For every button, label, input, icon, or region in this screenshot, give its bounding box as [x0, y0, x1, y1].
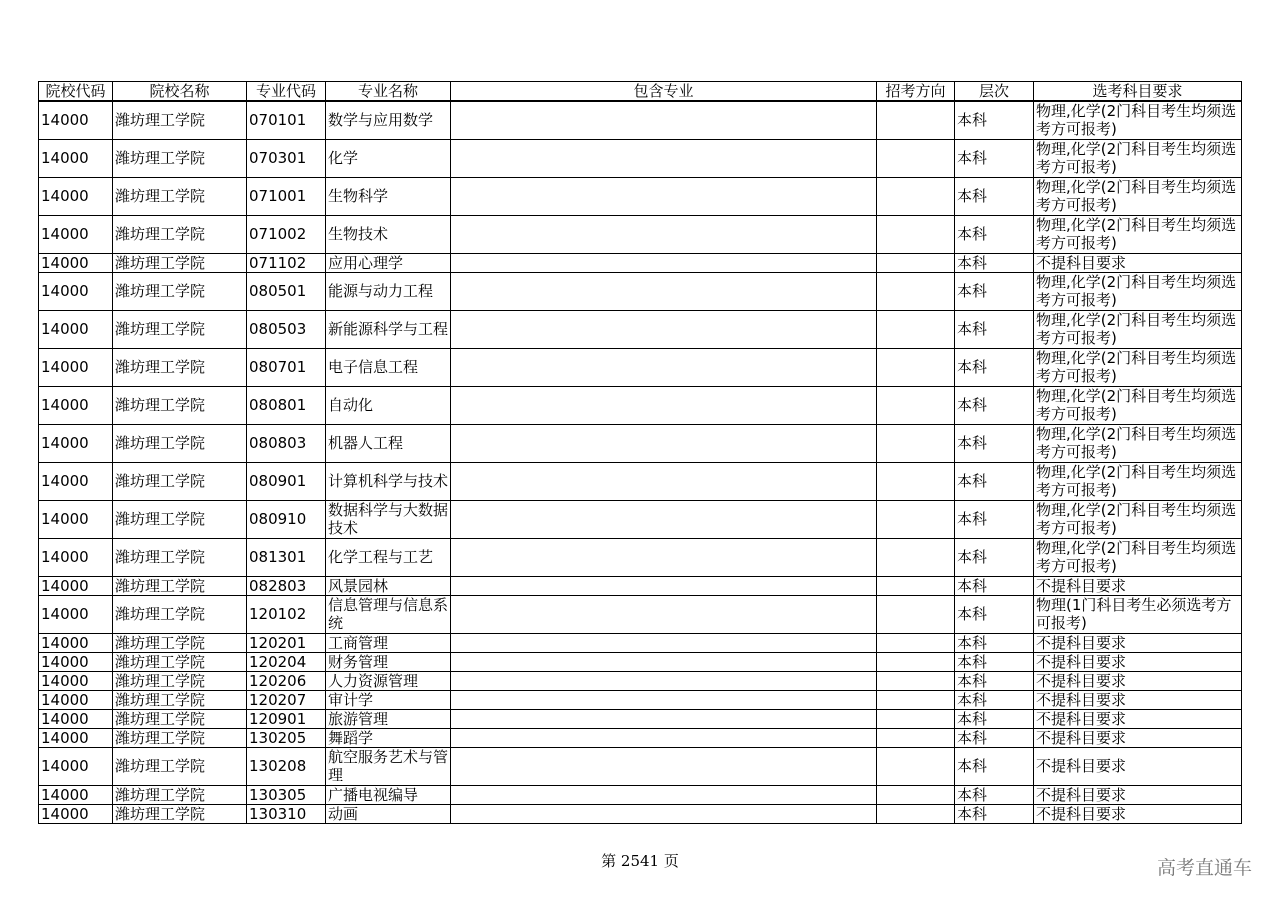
- major-name-cell: 数学与应用数学: [326, 101, 451, 139]
- major-name-cell: 航空服务艺术与管理: [326, 747, 451, 785]
- major-code-cell: 120102: [247, 595, 326, 633]
- requirement-cell: 物理,化学(2门科目考生均须选考方可报考): [1034, 177, 1242, 215]
- level-cell: 本科: [955, 671, 1034, 690]
- requirement-cell: 物理,化学(2门科目考生均须选考方可报考): [1034, 348, 1242, 386]
- header-cell: 院校代码: [39, 82, 113, 102]
- requirement-cell: 不提科目要求: [1034, 709, 1242, 728]
- major-name-cell: 数据科学与大数据技术: [326, 500, 451, 538]
- direction-cell: [877, 101, 955, 139]
- level-cell: 本科: [955, 253, 1034, 272]
- school-name-cell: 潍坊理工学院: [113, 709, 247, 728]
- included-majors-cell: [451, 633, 877, 652]
- direction-cell: [877, 728, 955, 747]
- direction-cell: [877, 671, 955, 690]
- requirement-cell: 物理,化学(2门科目考生均须选考方可报考): [1034, 538, 1242, 576]
- school-code-cell: 14000: [39, 177, 113, 215]
- table-row: [39, 671, 1242, 690]
- table-row: [39, 386, 1242, 424]
- included-majors-cell: [451, 728, 877, 747]
- major-code-cell: 130205: [247, 728, 326, 747]
- school-name-cell: 潍坊理工学院: [113, 690, 247, 709]
- school-code-cell: 14000: [39, 101, 113, 139]
- school-code-cell: 14000: [39, 424, 113, 462]
- school-name-cell: 潍坊理工学院: [113, 462, 247, 500]
- major-code-cell: 080801: [247, 386, 326, 424]
- school-name-cell: 潍坊理工学院: [113, 177, 247, 215]
- major-code-cell: 120901: [247, 709, 326, 728]
- header-cell: 包含专业: [451, 82, 877, 102]
- table-row: [39, 595, 1242, 633]
- included-majors-cell: [451, 462, 877, 500]
- table-body: [39, 101, 1242, 823]
- table-row: [39, 652, 1242, 671]
- level-cell: 本科: [955, 272, 1034, 310]
- major-code-cell: 071001: [247, 177, 326, 215]
- major-name-cell: 舞蹈学: [326, 728, 451, 747]
- major-name-cell: 风景园林: [326, 576, 451, 595]
- level-cell: 本科: [955, 690, 1034, 709]
- major-code-cell: 130305: [247, 785, 326, 804]
- school-name-cell: 潍坊理工学院: [113, 348, 247, 386]
- direction-cell: [877, 272, 955, 310]
- direction-cell: [877, 652, 955, 671]
- school-name-cell: 潍坊理工学院: [113, 424, 247, 462]
- requirement-cell: 物理,化学(2门科目考生均须选考方可报考): [1034, 310, 1242, 348]
- major-code-cell: 080701: [247, 348, 326, 386]
- table-row: [39, 253, 1242, 272]
- requirement-cell: 不提科目要求: [1034, 633, 1242, 652]
- direction-cell: [877, 139, 955, 177]
- major-name-cell: 生物科学: [326, 177, 451, 215]
- requirement-cell: 不提科目要求: [1034, 576, 1242, 595]
- school-name-cell: 潍坊理工学院: [113, 576, 247, 595]
- school-name-cell: 潍坊理工学院: [113, 310, 247, 348]
- school-code-cell: 14000: [39, 576, 113, 595]
- table-row: [39, 785, 1242, 804]
- requirement-cell: 不提科目要求: [1034, 747, 1242, 785]
- direction-cell: [877, 804, 955, 823]
- major-name-cell: 计算机科学与技术: [326, 462, 451, 500]
- table-row: [39, 272, 1242, 310]
- header-cell: 选考科目要求: [1034, 82, 1242, 102]
- school-code-cell: 14000: [39, 747, 113, 785]
- major-code-cell: 071102: [247, 253, 326, 272]
- school-name-cell: 潍坊理工学院: [113, 101, 247, 139]
- school-code-cell: 14000: [39, 253, 113, 272]
- school-code-cell: 14000: [39, 538, 113, 576]
- major-code-cell: 081301: [247, 538, 326, 576]
- major-name-cell: 财务管理: [326, 652, 451, 671]
- major-name-cell: 电子信息工程: [326, 348, 451, 386]
- included-majors-cell: [451, 690, 877, 709]
- requirement-cell: 物理,化学(2门科目考生均须选考方可报考): [1034, 101, 1242, 139]
- major-code-cell: 080503: [247, 310, 326, 348]
- level-cell: 本科: [955, 747, 1034, 785]
- level-cell: 本科: [955, 215, 1034, 253]
- school-name-cell: 潍坊理工学院: [113, 272, 247, 310]
- included-majors-cell: [451, 576, 877, 595]
- school-name-cell: 潍坊理工学院: [113, 804, 247, 823]
- major-code-cell: 070101: [247, 101, 326, 139]
- requirement-cell: 不提科目要求: [1034, 785, 1242, 804]
- level-cell: 本科: [955, 310, 1034, 348]
- school-code-cell: 14000: [39, 348, 113, 386]
- level-cell: 本科: [955, 595, 1034, 633]
- school-code-cell: 14000: [39, 462, 113, 500]
- direction-cell: [877, 310, 955, 348]
- level-cell: 本科: [955, 804, 1034, 823]
- included-majors-cell: [451, 538, 877, 576]
- included-majors-cell: [451, 101, 877, 139]
- requirement-cell: 不提科目要求: [1034, 671, 1242, 690]
- level-cell: 本科: [955, 728, 1034, 747]
- school-name-cell: 潍坊理工学院: [113, 538, 247, 576]
- included-majors-cell: [451, 139, 877, 177]
- school-code-cell: 14000: [39, 215, 113, 253]
- direction-cell: [877, 177, 955, 215]
- major-name-cell: 广播电视编导: [326, 785, 451, 804]
- major-code-cell: 080803: [247, 424, 326, 462]
- header-cell: 专业代码: [247, 82, 326, 102]
- school-code-cell: 14000: [39, 595, 113, 633]
- direction-cell: [877, 747, 955, 785]
- direction-cell: [877, 215, 955, 253]
- major-code-cell: 130208: [247, 747, 326, 785]
- school-name-cell: 潍坊理工学院: [113, 785, 247, 804]
- level-cell: 本科: [955, 139, 1034, 177]
- major-name-cell: 化学工程与工艺: [326, 538, 451, 576]
- table-row: [39, 690, 1242, 709]
- level-cell: 本科: [955, 633, 1034, 652]
- level-cell: 本科: [955, 538, 1034, 576]
- requirement-cell: 不提科目要求: [1034, 690, 1242, 709]
- table-row: [39, 576, 1242, 595]
- requirement-cell: 物理,化学(2门科目考生均须选考方可报考): [1034, 272, 1242, 310]
- direction-cell: [877, 386, 955, 424]
- table-row: [39, 424, 1242, 462]
- major-code-cell: 080501: [247, 272, 326, 310]
- direction-cell: [877, 538, 955, 576]
- table-row: [39, 728, 1242, 747]
- included-majors-cell: [451, 671, 877, 690]
- included-majors-cell: [451, 348, 877, 386]
- page-number: 第 2541 页: [601, 852, 679, 870]
- school-code-cell: 14000: [39, 500, 113, 538]
- table-header: [39, 82, 1242, 102]
- header-cell: 院校名称: [113, 82, 247, 102]
- requirement-cell: 物理,化学(2门科目考生均须选考方可报考): [1034, 215, 1242, 253]
- direction-cell: [877, 462, 955, 500]
- major-name-cell: 生物技术: [326, 215, 451, 253]
- level-cell: 本科: [955, 785, 1034, 804]
- major-name-cell: 机器人工程: [326, 424, 451, 462]
- major-code-cell: 071002: [247, 215, 326, 253]
- included-majors-cell: [451, 500, 877, 538]
- direction-cell: [877, 785, 955, 804]
- level-cell: 本科: [955, 652, 1034, 671]
- school-code-cell: 14000: [39, 804, 113, 823]
- school-name-cell: 潍坊理工学院: [113, 671, 247, 690]
- school-code-cell: 14000: [39, 310, 113, 348]
- direction-cell: [877, 690, 955, 709]
- school-code-cell: 14000: [39, 386, 113, 424]
- included-majors-cell: [451, 747, 877, 785]
- table-row: [39, 310, 1242, 348]
- major-name-cell: 人力资源管理: [326, 671, 451, 690]
- major-name-cell: 旅游管理: [326, 709, 451, 728]
- major-code-cell: 070301: [247, 139, 326, 177]
- school-code-cell: 14000: [39, 671, 113, 690]
- school-name-cell: 潍坊理工学院: [113, 139, 247, 177]
- admission-table: [38, 81, 1242, 824]
- table-row: [39, 500, 1242, 538]
- table-row: [39, 462, 1242, 500]
- table-row: [39, 747, 1242, 785]
- requirement-cell: 不提科目要求: [1034, 728, 1242, 747]
- included-majors-cell: [451, 272, 877, 310]
- table-row: [39, 633, 1242, 652]
- requirement-cell: 不提科目要求: [1034, 804, 1242, 823]
- direction-cell: [877, 500, 955, 538]
- included-majors-cell: [451, 177, 877, 215]
- level-cell: 本科: [955, 462, 1034, 500]
- included-majors-cell: [451, 709, 877, 728]
- major-name-cell: 信息管理与信息系统: [326, 595, 451, 633]
- requirement-cell: 物理,化学(2门科目考生均须选考方可报考): [1034, 424, 1242, 462]
- school-code-cell: 14000: [39, 272, 113, 310]
- requirement-cell: 物理,化学(2门科目考生均须选考方可报考): [1034, 500, 1242, 538]
- school-name-cell: 潍坊理工学院: [113, 747, 247, 785]
- direction-cell: [877, 348, 955, 386]
- included-majors-cell: [451, 785, 877, 804]
- school-code-cell: 14000: [39, 709, 113, 728]
- major-name-cell: 能源与动力工程: [326, 272, 451, 310]
- watermark: 高考直通车: [1156, 857, 1252, 879]
- major-code-cell: 082803: [247, 576, 326, 595]
- included-majors-cell: [451, 595, 877, 633]
- major-name-cell: 化学: [326, 139, 451, 177]
- table-row: [39, 139, 1242, 177]
- school-code-cell: 14000: [39, 633, 113, 652]
- requirement-cell: 不提科目要求: [1034, 253, 1242, 272]
- major-code-cell: 120207: [247, 690, 326, 709]
- requirement-cell: 物理,化学(2门科目考生均须选考方可报考): [1034, 462, 1242, 500]
- table-row: [39, 215, 1242, 253]
- level-cell: 本科: [955, 177, 1034, 215]
- included-majors-cell: [451, 652, 877, 671]
- school-name-cell: 潍坊理工学院: [113, 595, 247, 633]
- level-cell: 本科: [955, 386, 1034, 424]
- school-code-cell: 14000: [39, 139, 113, 177]
- major-name-cell: 应用心理学: [326, 253, 451, 272]
- included-majors-cell: [451, 424, 877, 462]
- major-name-cell: 新能源科学与工程: [326, 310, 451, 348]
- major-code-cell: 120204: [247, 652, 326, 671]
- included-majors-cell: [451, 804, 877, 823]
- requirement-cell: 物理(1门科目考生必须选考方可报考): [1034, 595, 1242, 633]
- table-row: [39, 709, 1242, 728]
- level-cell: 本科: [955, 500, 1034, 538]
- requirement-cell: 不提科目要求: [1034, 652, 1242, 671]
- school-code-cell: 14000: [39, 652, 113, 671]
- major-code-cell: 120206: [247, 671, 326, 690]
- direction-cell: [877, 424, 955, 462]
- major-code-cell: 080910: [247, 500, 326, 538]
- table-row: [39, 804, 1242, 823]
- school-name-cell: 潍坊理工学院: [113, 500, 247, 538]
- included-majors-cell: [451, 253, 877, 272]
- requirement-cell: 物理,化学(2门科目考生均须选考方可报考): [1034, 139, 1242, 177]
- direction-cell: [877, 253, 955, 272]
- direction-cell: [877, 576, 955, 595]
- school-name-cell: 潍坊理工学院: [113, 215, 247, 253]
- school-name-cell: 潍坊理工学院: [113, 253, 247, 272]
- level-cell: 本科: [955, 101, 1034, 139]
- included-majors-cell: [451, 310, 877, 348]
- included-majors-cell: [451, 386, 877, 424]
- school-code-cell: 14000: [39, 785, 113, 804]
- table-row: [39, 538, 1242, 576]
- major-code-cell: 120201: [247, 633, 326, 652]
- level-cell: 本科: [955, 709, 1034, 728]
- level-cell: 本科: [955, 424, 1034, 462]
- direction-cell: [877, 709, 955, 728]
- header-cell: 招考方向: [877, 82, 955, 102]
- school-code-cell: 14000: [39, 728, 113, 747]
- major-name-cell: 自动化: [326, 386, 451, 424]
- direction-cell: [877, 595, 955, 633]
- header-cell: 层次: [955, 82, 1034, 102]
- table-row: [39, 177, 1242, 215]
- major-name-cell: 工商管理: [326, 633, 451, 652]
- table-row: [39, 348, 1242, 386]
- school-name-cell: 潍坊理工学院: [113, 386, 247, 424]
- school-name-cell: 潍坊理工学院: [113, 633, 247, 652]
- included-majors-cell: [451, 215, 877, 253]
- header-row: [39, 82, 1242, 102]
- major-code-cell: 080901: [247, 462, 326, 500]
- level-cell: 本科: [955, 348, 1034, 386]
- school-name-cell: 潍坊理工学院: [113, 652, 247, 671]
- header-cell: 专业名称: [326, 82, 451, 102]
- major-name-cell: 动画: [326, 804, 451, 823]
- school-code-cell: 14000: [39, 690, 113, 709]
- direction-cell: [877, 633, 955, 652]
- major-code-cell: 130310: [247, 804, 326, 823]
- level-cell: 本科: [955, 576, 1034, 595]
- table-row: [39, 101, 1242, 139]
- major-name-cell: 审计学: [326, 690, 451, 709]
- requirement-cell: 物理,化学(2门科目考生均须选考方可报考): [1034, 386, 1242, 424]
- school-name-cell: 潍坊理工学院: [113, 728, 247, 747]
